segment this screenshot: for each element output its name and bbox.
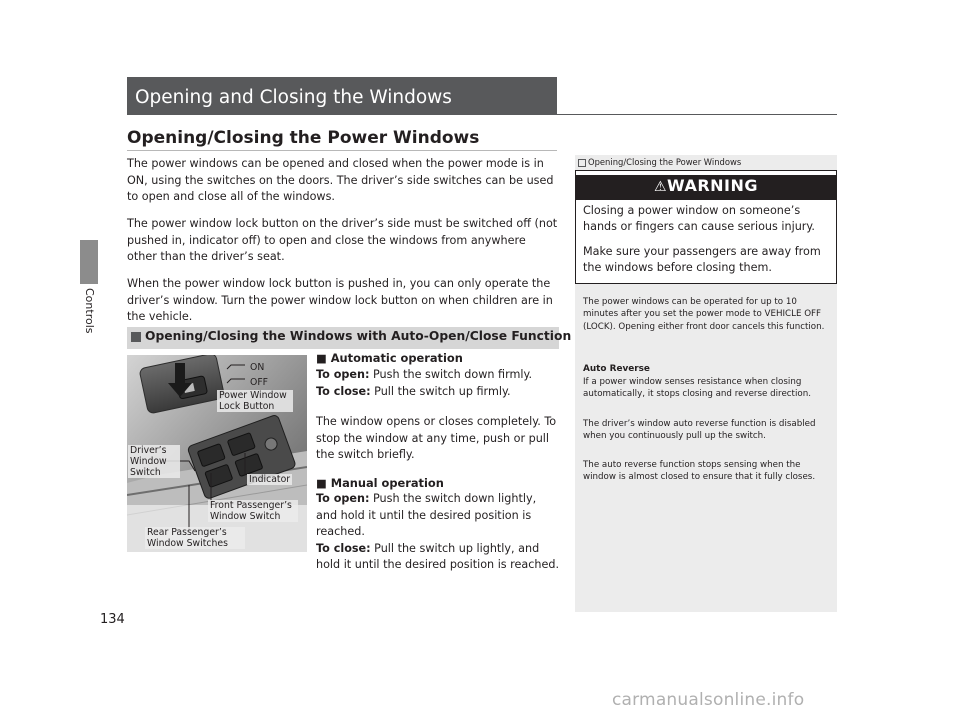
watermark: carmanualsonline.info — [612, 690, 805, 710]
front-passenger-switch-label: Front Passenger’s Window Switch — [208, 500, 298, 522]
section-title: Opening/Closing the Power Windows — [127, 128, 480, 148]
manual-open-label: To open: — [316, 492, 370, 505]
manual-close-label: To close: — [316, 541, 371, 555]
manual-operation-steps — [316, 491, 560, 574]
subsection-title: Opening/Closing the Windows with Auto-Open/Close Function — [145, 329, 572, 343]
automatic-operation-description: The window opens or closes completely. To stop the window at any time, push or pull the switch briefly. — [316, 415, 557, 462]
page-number: 134 — [100, 612, 125, 627]
subsection-square-icon — [131, 332, 141, 342]
warning-text-1: Closing a power window on someone’s hands or fingers can cause serious injury. — [583, 204, 815, 233]
lock-button-label: Power Window Lock Button — [217, 390, 293, 412]
auto-close-text: Pull the switch up firmly. — [370, 384, 511, 398]
warning-title — [576, 176, 836, 195]
manual-close-text: Pull the switch up lightly, and hold it until the desired position is reached. — [316, 541, 560, 572]
automatic-operation-heading: ■ Automatic operation — [316, 351, 463, 365]
lock-pushed-paragraph: When the power window lock button is pushed in, you can only operate the driver’s window. Turn the power window lock button on when children are in the vehicle. — [127, 277, 553, 324]
manual-operation-heading: ■ Manual operation — [316, 476, 444, 490]
side-tab-label: Controls — [83, 288, 96, 334]
section-rule — [127, 150, 557, 151]
reference-icon — [578, 159, 586, 167]
sidebar-note-4: The auto reverse function stops sensing when the window is almost closed to ensure that it fully closes. — [583, 460, 816, 483]
warning-triangle-icon: ⚠ — [653, 179, 668, 195]
sidebar-reference — [578, 157, 741, 167]
auto-reverse-heading: Auto Reverse — [583, 364, 650, 374]
auto-open-label: To open: — [316, 368, 370, 381]
warning-label: WARNING — [667, 176, 759, 195]
off-label: OFF — [250, 377, 269, 388]
chapter-thumb-tab — [80, 240, 98, 284]
sidebar-note-1: The power windows can be operated for up to 10 minutes after you set the power mode to VEHICLE OFF (LOCK). Opening either front door cancels this function. — [583, 297, 825, 332]
chapter-rule — [557, 114, 837, 115]
intro-paragraph: The power windows can be opened and closed when the power mode is in ON, using the switches on the doors. The driver’s side switches can be used to open and close all of the windows. — [127, 157, 554, 204]
indicator-label: Indicator — [249, 474, 291, 485]
auto-close-label: To close: — [316, 384, 371, 398]
driver-switch-label: Driver’s Window Switch — [128, 445, 180, 478]
sidebar-note-3: The driver’s window auto reverse function is disabled when you continuously pull up the switch. — [583, 419, 816, 442]
lock-button-paragraph: The power window lock button on the driver’s side must be switched off (not pushed in, indicator off) to open and close the windows from anywhere other than the driver’s seat. — [127, 217, 558, 264]
chapter-title: Opening and Closing the Windows — [135, 87, 452, 108]
rear-passenger-switch-label: Rear Passenger’s Window Switches — [145, 527, 245, 549]
warning-text-2: Make sure your passengers are away from the windows before closing them. — [583, 245, 821, 274]
automatic-operation-steps — [316, 367, 560, 400]
sidebar-reference-text: Opening/Closing the Power Windows — [588, 157, 742, 167]
auto-open-text: Push the switch down firmly. — [369, 368, 533, 381]
on-label: ON — [250, 362, 265, 373]
manual-open-text: Push the switch down lightly, and hold it until the desired position is reached. — [316, 492, 537, 539]
sidebar-note-2: If a power window senses resistance when closing automatically, it stops closing and reverse direction. — [583, 377, 811, 400]
